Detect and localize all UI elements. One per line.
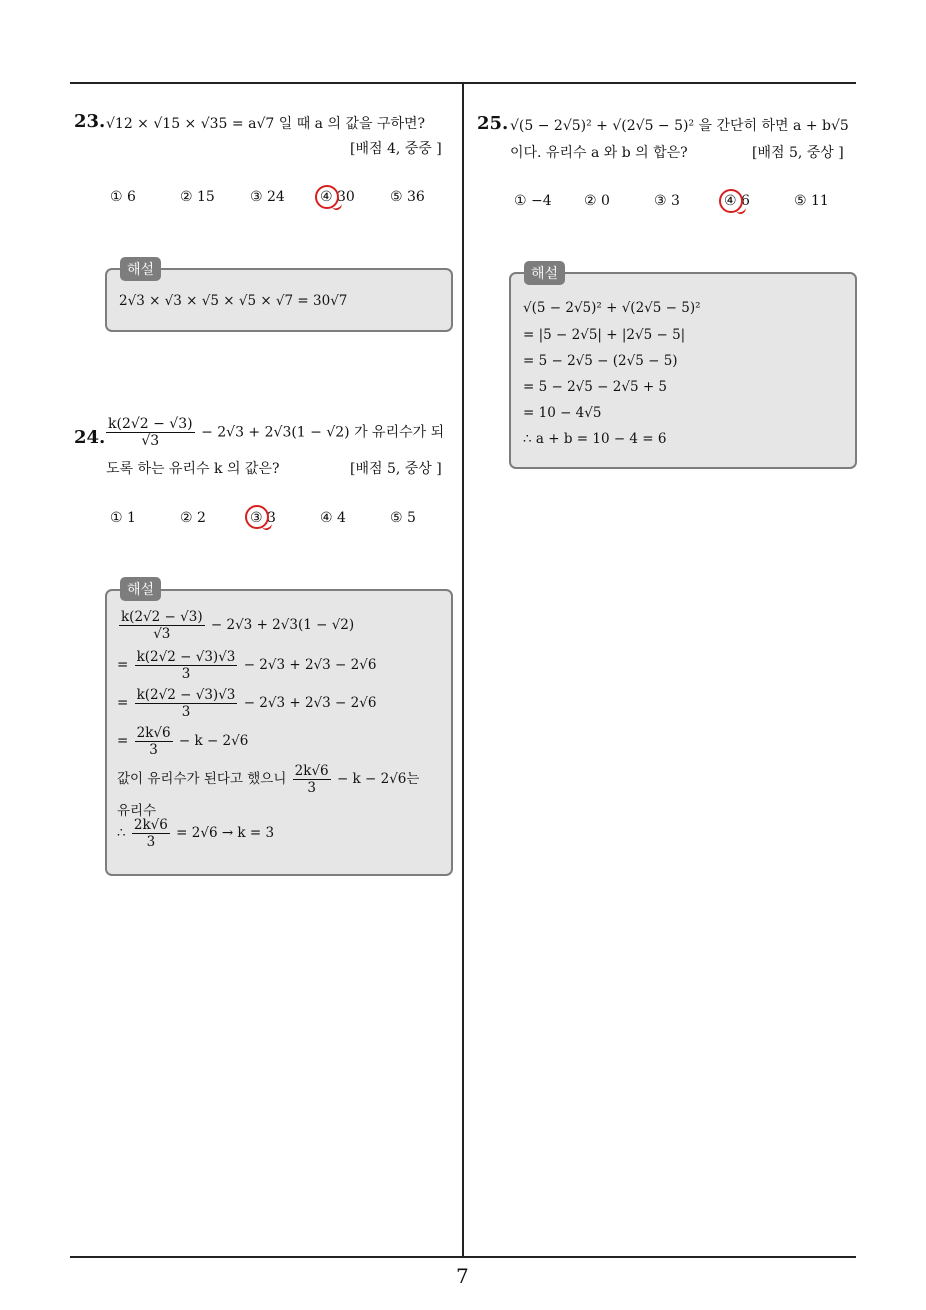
prefix: =	[117, 657, 129, 673]
numerator: k(2√2 − √3)√3	[136, 687, 236, 703]
solution-line-5	[117, 763, 419, 796]
choice-3[interactable]: ③ 24	[250, 189, 285, 205]
question-stem	[104, 416, 444, 449]
choice-2[interactable]: ② 2	[180, 510, 206, 526]
question-score: [배점 4, 중중 ]	[350, 141, 442, 157]
prefix: ∴	[117, 825, 126, 841]
question-score: [배점 5, 중상 ]	[752, 145, 844, 161]
question-stem: √(5 − 2√5)² + √(2√5 − 5)² 을 간단히 하면 a + b√5	[510, 118, 849, 134]
solution-line-3: = 5 − 2√5 − (2√5 − 5)	[523, 353, 678, 369]
solution-tag: 해설	[120, 577, 161, 601]
question-number: 25.	[477, 113, 509, 134]
question-stem: √12 × √15 × √35 = a√7 일 때 a 의 값을 구하면?	[106, 116, 426, 132]
column-divider	[462, 83, 464, 1258]
denominator: 3	[149, 742, 158, 758]
question-stem-line2: 도록 하는 유리수 k 의 값은?	[106, 461, 280, 477]
expr: − k − 2√6는	[336, 771, 420, 787]
answer-circle-mark	[245, 505, 269, 529]
prefix: =	[117, 695, 129, 711]
prefix: =	[117, 733, 129, 749]
stem-rest: − 2√3 + 2√3(1 − √2) 가 유리수가 되	[201, 424, 445, 441]
numerator: k(2√2 − √3)√3	[136, 649, 236, 665]
answer-circle-mark	[719, 189, 743, 213]
solution-line-4: = 5 − 2√5 − 2√5 + 5	[523, 379, 668, 395]
solution-line-6: ∴ a + b = 10 − 4 = 6	[523, 431, 667, 447]
choice-4[interactable]: ④ 4	[320, 510, 346, 526]
expr: = 2√6 → k = 3	[176, 825, 275, 841]
expr: − 2√3 + 2√3 − 2√6	[243, 695, 377, 711]
choice-1[interactable]: ① −4	[514, 193, 552, 209]
solution-tag: 해설	[120, 257, 161, 281]
solution-line-2: = |5 − 2√5| + |2√5 − 5|	[523, 327, 686, 343]
expr: − 2√3 + 2√3(1 − √2)	[210, 617, 355, 633]
choice-1[interactable]: ① 1	[110, 510, 136, 526]
question-stem-line2: 이다. 유리수 a 와 b 의 합은?	[510, 145, 688, 161]
question-score: [배점 5, 중상 ]	[350, 461, 442, 477]
expr: − k − 2√6	[178, 733, 249, 749]
solution-line: 2√3 × √3 × √5 × √5 × √7 = 30√7	[119, 293, 348, 309]
question-number: 23.	[74, 111, 106, 132]
denominator: 3	[181, 666, 191, 682]
question-number: 24.	[74, 427, 106, 448]
solution-line-6: 유리수	[117, 803, 157, 819]
denominator: √3	[153, 626, 171, 642]
bottom-rule	[70, 1256, 856, 1258]
choice-4[interactable]: ④ 30	[320, 189, 355, 205]
solution-box	[105, 589, 453, 876]
prefix: 값이 유리수가 된다고 했으니	[117, 771, 287, 787]
choice-2[interactable]: ② 15	[180, 189, 215, 205]
stem-numerator: k(2√2 − √3)	[108, 416, 193, 432]
page-number: 7	[456, 1264, 469, 1288]
numerator: k(2√2 − √3)	[121, 609, 203, 625]
denominator: 3	[307, 780, 316, 796]
expr: − 2√3 + 2√3 − 2√6	[243, 657, 377, 673]
numerator: 2k√6	[133, 817, 168, 833]
numerator: 2k√6	[136, 725, 171, 741]
choice-5[interactable]: ⑤ 36	[390, 189, 425, 205]
choice-3[interactable]: ③ 3	[250, 510, 276, 526]
choice-5[interactable]: ⑤ 11	[794, 193, 829, 209]
choice-5[interactable]: ⑤ 5	[390, 510, 416, 526]
solution-line-5: = 10 − 4√5	[523, 405, 602, 421]
answer-circle-mark	[315, 185, 339, 209]
solution-line-4	[117, 725, 248, 758]
solution-line-1: √(5 − 2√5)² + √(2√5 − 5)²	[523, 300, 701, 316]
solution-box	[509, 272, 857, 469]
numerator: 2k√6	[294, 763, 329, 779]
choice-3[interactable]: ③ 3	[654, 193, 680, 209]
denominator: 3	[146, 834, 156, 850]
stem-denominator: √3	[141, 433, 160, 449]
solution-line-2	[117, 649, 376, 682]
solution-line-7	[117, 817, 274, 850]
choice-1[interactable]: ① 6	[110, 189, 136, 205]
choice-4[interactable]: ④ 6	[724, 193, 750, 209]
choice-2[interactable]: ② 0	[584, 193, 610, 209]
denominator: 3	[181, 704, 191, 720]
solution-line-3	[117, 687, 376, 720]
solution-tag: 해설	[524, 261, 565, 285]
solution-line-1	[117, 609, 354, 642]
